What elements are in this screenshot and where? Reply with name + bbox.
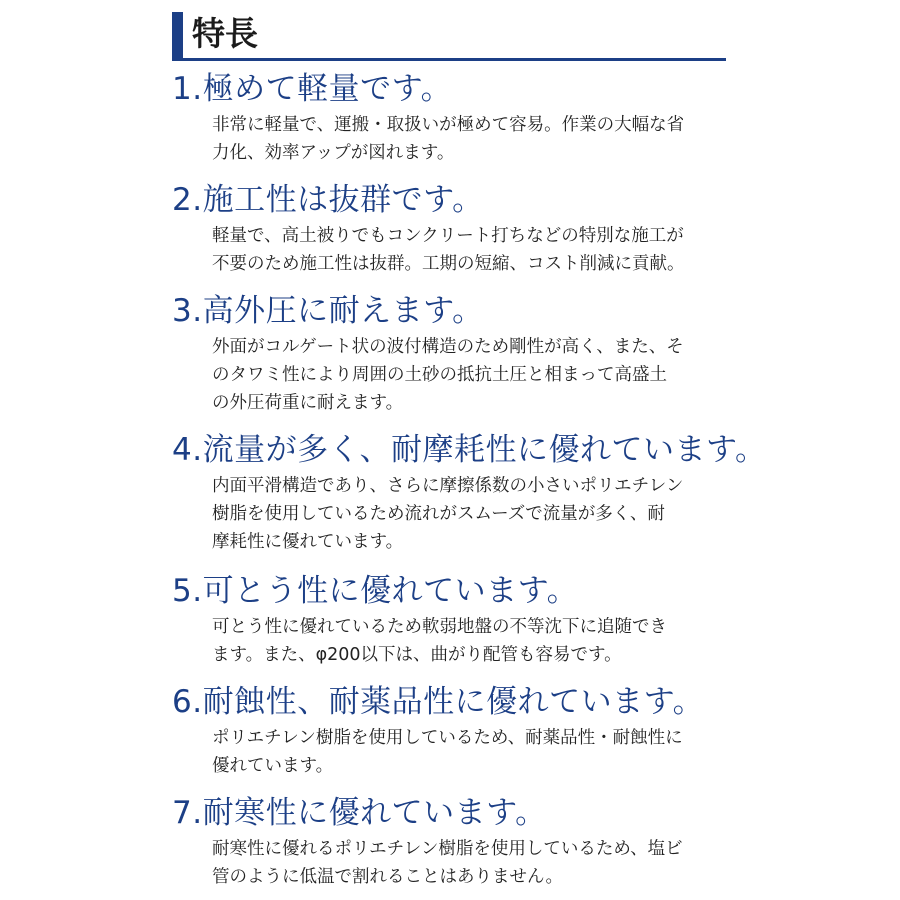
page-title: 特長 xyxy=(192,14,258,53)
description-line: 内面平滑構造であり、さらに摩擦係数の小さいポリエチレン xyxy=(212,476,684,496)
description-line: のタワミ性により周囲の土砂の抵抗土圧と相まって高盛土 xyxy=(212,365,667,385)
description-line: 非常に軽量で、運搬・取扱いが極めて容易。作業の大幅な省 xyxy=(212,115,685,135)
feature-description xyxy=(212,472,707,556)
section-header xyxy=(172,12,726,61)
feature-description xyxy=(212,222,707,278)
feature-item-4 xyxy=(172,431,767,556)
feature-description xyxy=(212,835,707,891)
description-line: 耐寒性に優れるポリエチレン樹脂を使用しているため、塩ビ xyxy=(212,839,683,859)
feature-item-6 xyxy=(172,683,732,780)
feature-description xyxy=(212,613,707,669)
description-line: 不要のため施工性は抜群。工期の短縮、コスト削減に貢献。 xyxy=(212,254,685,274)
feature-title: 4.流量が多く、耐摩耗性に優れています。 xyxy=(172,432,767,468)
feature-item-1 xyxy=(172,70,732,167)
description-line: 力化、効率アップが図れます。 xyxy=(212,143,455,163)
feature-title: 5.可とう性に優れています。 xyxy=(172,573,579,609)
description-line: 摩耗性に優れています。 xyxy=(212,532,404,552)
feature-title: 2.施工性は抜群です。 xyxy=(172,182,484,218)
feature-title: 7.耐寒性に優れています。 xyxy=(172,795,547,831)
description-line: 可とう性に優れているため軟弱地盤の不等沈下に追随でき xyxy=(212,617,667,637)
feature-item-7 xyxy=(172,794,732,891)
description-line: の外圧荷重に耐えます。 xyxy=(212,393,404,413)
description-line: ポリエチレン樹脂を使用しているため、耐薬品性・耐蝕性に xyxy=(212,728,683,748)
description-line: 管のように低温で割れることはありません。 xyxy=(212,867,564,887)
description-line: ます。また、φ200以下は、曲がり配管も容易です。 xyxy=(212,645,622,665)
feature-item-5 xyxy=(172,572,732,669)
header-accent-bar xyxy=(172,12,183,58)
description-line: 軽量で、高土被りでもコンクリート打ちなどの特別な施工が xyxy=(212,226,684,246)
feature-title: 6.耐蝕性、耐薬品性に優れています。 xyxy=(172,684,705,720)
description-line: 外面がコルゲート状の波付構造のため剛性が高く、また、そ xyxy=(212,337,684,357)
feature-item-2 xyxy=(172,181,732,278)
feature-title: 3.高外圧に耐えます。 xyxy=(172,293,484,329)
feature-description xyxy=(212,111,707,167)
feature-description xyxy=(212,333,707,417)
description-line: 樹脂を使用しているため流れがスムーズで流量が多く、耐 xyxy=(212,504,665,524)
description-line: 優れています。 xyxy=(212,756,334,776)
feature-item-3 xyxy=(172,292,732,417)
feature-description xyxy=(212,724,707,780)
feature-title: 1.極めて軽量です。 xyxy=(172,71,453,107)
